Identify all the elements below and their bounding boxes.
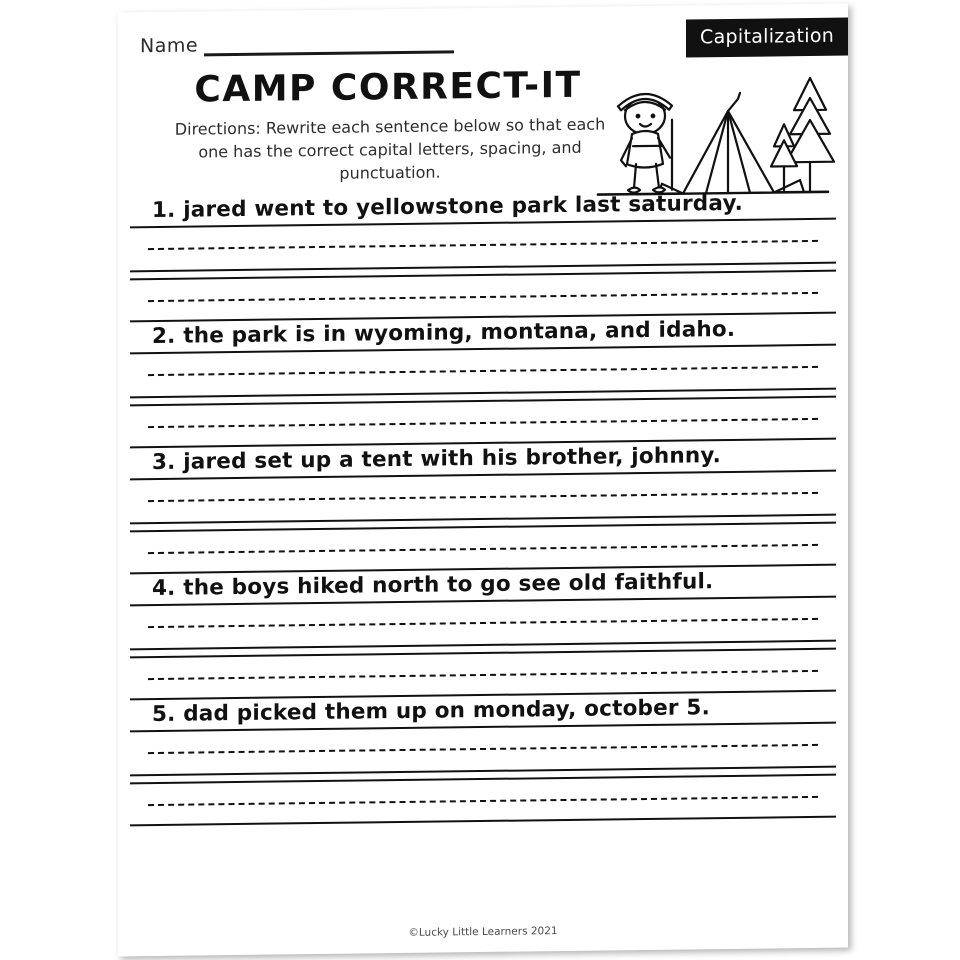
question-sentence-3: jared set up a tent with his brother, johnny.: [183, 443, 721, 475]
camper-with-tent-and-trees-icon: [588, 52, 838, 205]
question-sentence-5: dad picked them up on monday, october 5.: [183, 695, 710, 727]
answer-lines-2[interactable]: [130, 344, 836, 449]
dashed-guide-line: [148, 744, 818, 754]
page-title: CAMP CORRECT-IT: [194, 64, 582, 111]
dashed-guide-line: [148, 670, 818, 680]
dashed-guide-line: [148, 618, 818, 628]
answer-lines-3[interactable]: [130, 470, 836, 575]
question-number-2: 2.: [152, 323, 176, 350]
dashed-guide-line: [148, 366, 818, 376]
name-field-row[interactable]: [140, 30, 454, 57]
question-item: [130, 190, 836, 323]
question-item: [130, 568, 836, 701]
question-sentence-1: jared went to yellowstone park last saturday.: [183, 190, 744, 223]
question-sentence-4: the boys hiked north to go see old faithful.: [183, 569, 714, 601]
question-number-4: 4.: [152, 575, 176, 602]
dashed-guide-line: [148, 418, 818, 428]
paper-sheet: [118, 4, 848, 957]
dashed-guide-line: [148, 492, 818, 502]
name-input-blank[interactable]: [204, 30, 454, 56]
rule-line: [130, 396, 836, 407]
directions-text: Directions: Rewrite each sentence below so that each one has the correct capital letters, spacing, and punctuation.: [174, 114, 606, 184]
questions-list: [130, 190, 836, 829]
answer-lines-5[interactable]: [130, 722, 836, 827]
question-number-1: 1.: [152, 197, 176, 224]
rule-line: [130, 774, 836, 785]
dashed-guide-line: [148, 292, 818, 302]
question-item: [130, 316, 836, 449]
answer-lines-1[interactable]: [130, 218, 836, 323]
subject-tag: Capitalization: [686, 18, 848, 58]
answer-lines-4[interactable]: [130, 596, 836, 701]
question-sentence-2: the park is in wyoming, montana, and idaho.: [183, 316, 736, 349]
dashed-guide-line: [148, 796, 818, 806]
question-number-3: 3.: [152, 449, 176, 476]
question-item: [130, 442, 836, 575]
name-label: Name: [140, 34, 199, 58]
rule-line: [130, 648, 836, 659]
question-item: [130, 694, 836, 827]
rule-line: [130, 522, 836, 533]
rule-line: [130, 816, 836, 827]
dashed-guide-line: [148, 544, 818, 554]
footer-copyright: ©Lucky Little Learners 2021: [408, 925, 558, 939]
rule-line: [130, 270, 836, 281]
question-number-5: 5.: [152, 701, 176, 728]
dashed-guide-line: [148, 240, 818, 250]
